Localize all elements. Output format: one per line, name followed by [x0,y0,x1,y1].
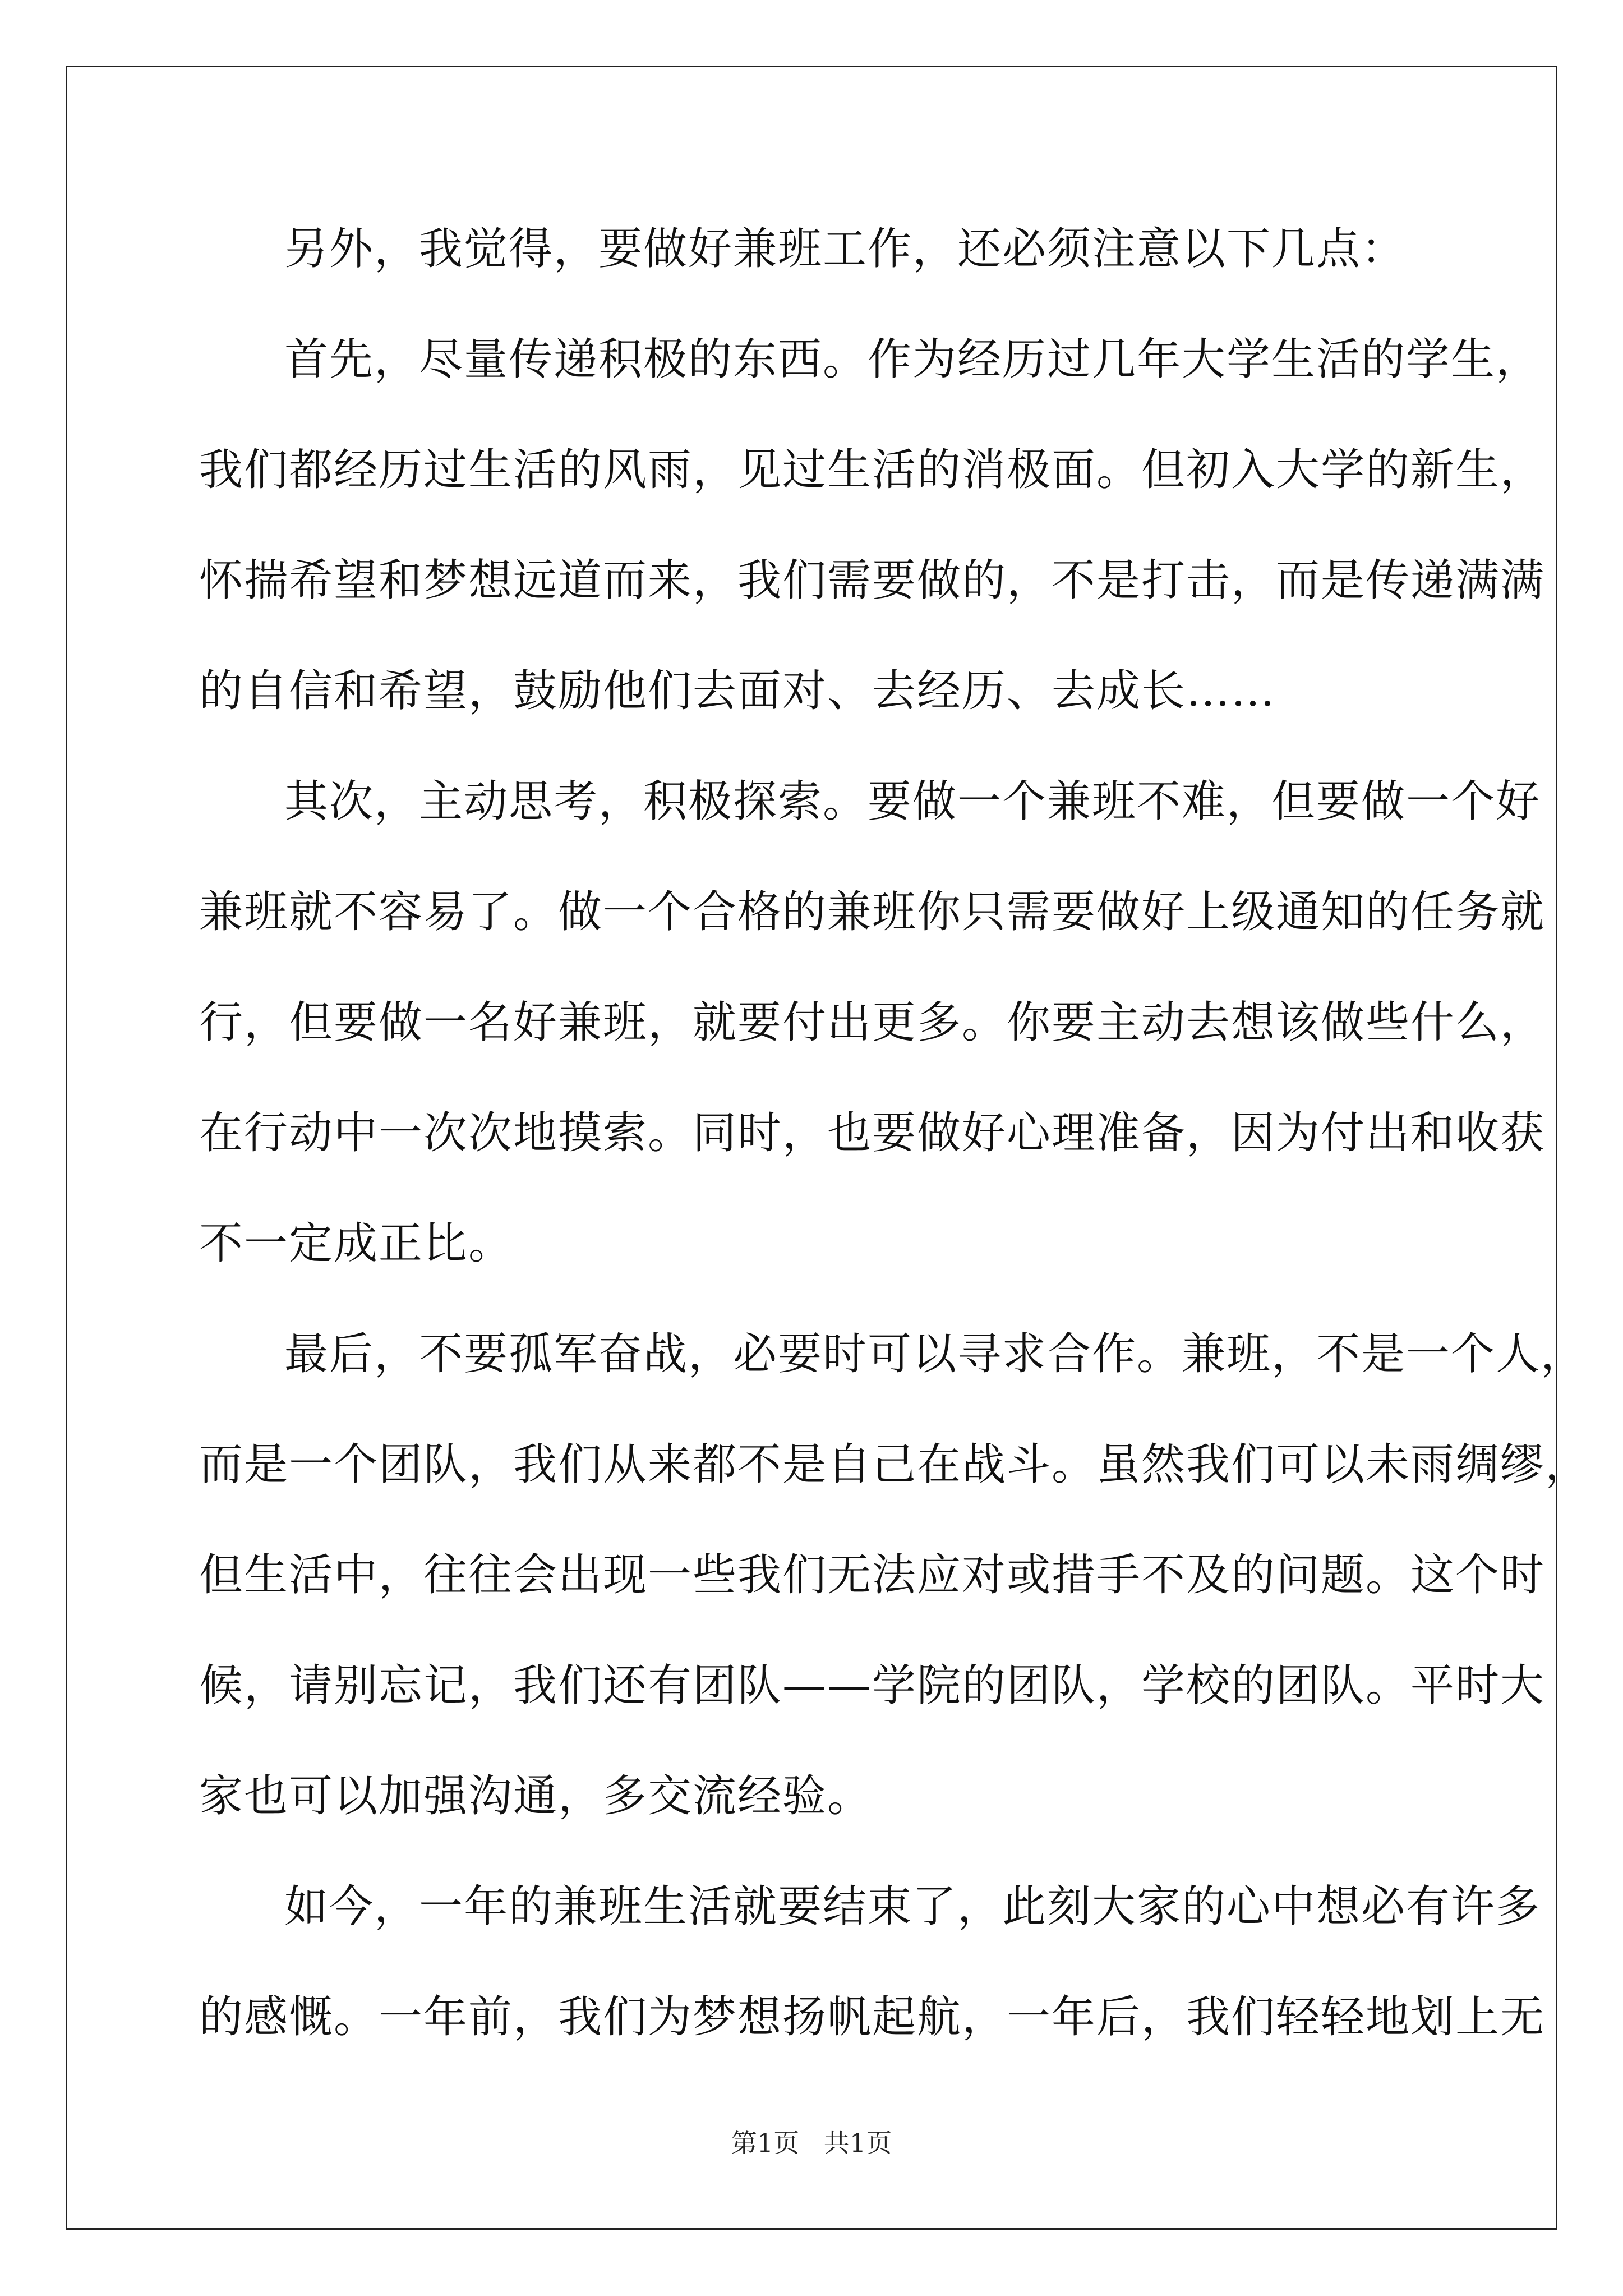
text-line: 候，请别忘记，我们还有团队——学院的团队，学校的团队。平时大 [199,1660,1546,1711]
text-line: 行，但要做一名好兼班，就要付出更多。你要主动去想该做些什么， [199,997,1546,1048]
text-line: 其次，主动思考，积极探索。要做一个兼班不难，但要做一个好 [284,776,1541,827]
document-body [199,220,1590,2099]
text-line: 最后，不要孤军奋战，必要时可以寻求合作。兼班，不是一个人， [284,1329,1586,1379]
text-line: 我们都经历过生活的风雨，见过生活的消极面。但初入大学的新生， [199,445,1546,495]
text-line: 但生活中，往往会出现一些我们无法应对或措手不及的问题。这个时 [199,1550,1546,1600]
page-number: 第1页 共1页 [731,2128,892,2158]
text-line: 怀揣希望和梦想远道而来，我们需要做的，不是打击，而是传递满满 [199,555,1546,606]
text-line: 不一定成正比。 [199,1218,514,1269]
text-line: 家也可以加强沟通，多交流经验。 [199,1771,873,1821]
text-line: 如今，一年的兼班生活就要结束了，此刻大家的心中想必有许多 [284,1881,1541,1932]
text-line: 在行动中一次次地摸索。同时，也要做好心理准备，因为付出和收获 [199,1108,1546,1158]
text-line: 首先，尽量传递积极的东西。作为经历过几年大学生活的学生， [284,334,1541,385]
text-line: 的自信和希望，鼓励他们去面对、去经历、去成长…… [199,666,1276,716]
text-line: 的感慨。一年前，我们为梦想扬帆起航，一年后，我们轻轻地划上无 [199,1992,1546,2042]
text-line: 另外，我觉得，要做好兼班工作，还必须注意以下几点： [284,224,1407,274]
text-line: 兼班就不容易了。做一个合格的兼班你只需要做好上级通知的任务就 [199,887,1546,937]
text-line: 而是一个团队，我们从来都不是自己在战斗。虽然我们可以未雨绸缪， [199,1439,1590,1490]
